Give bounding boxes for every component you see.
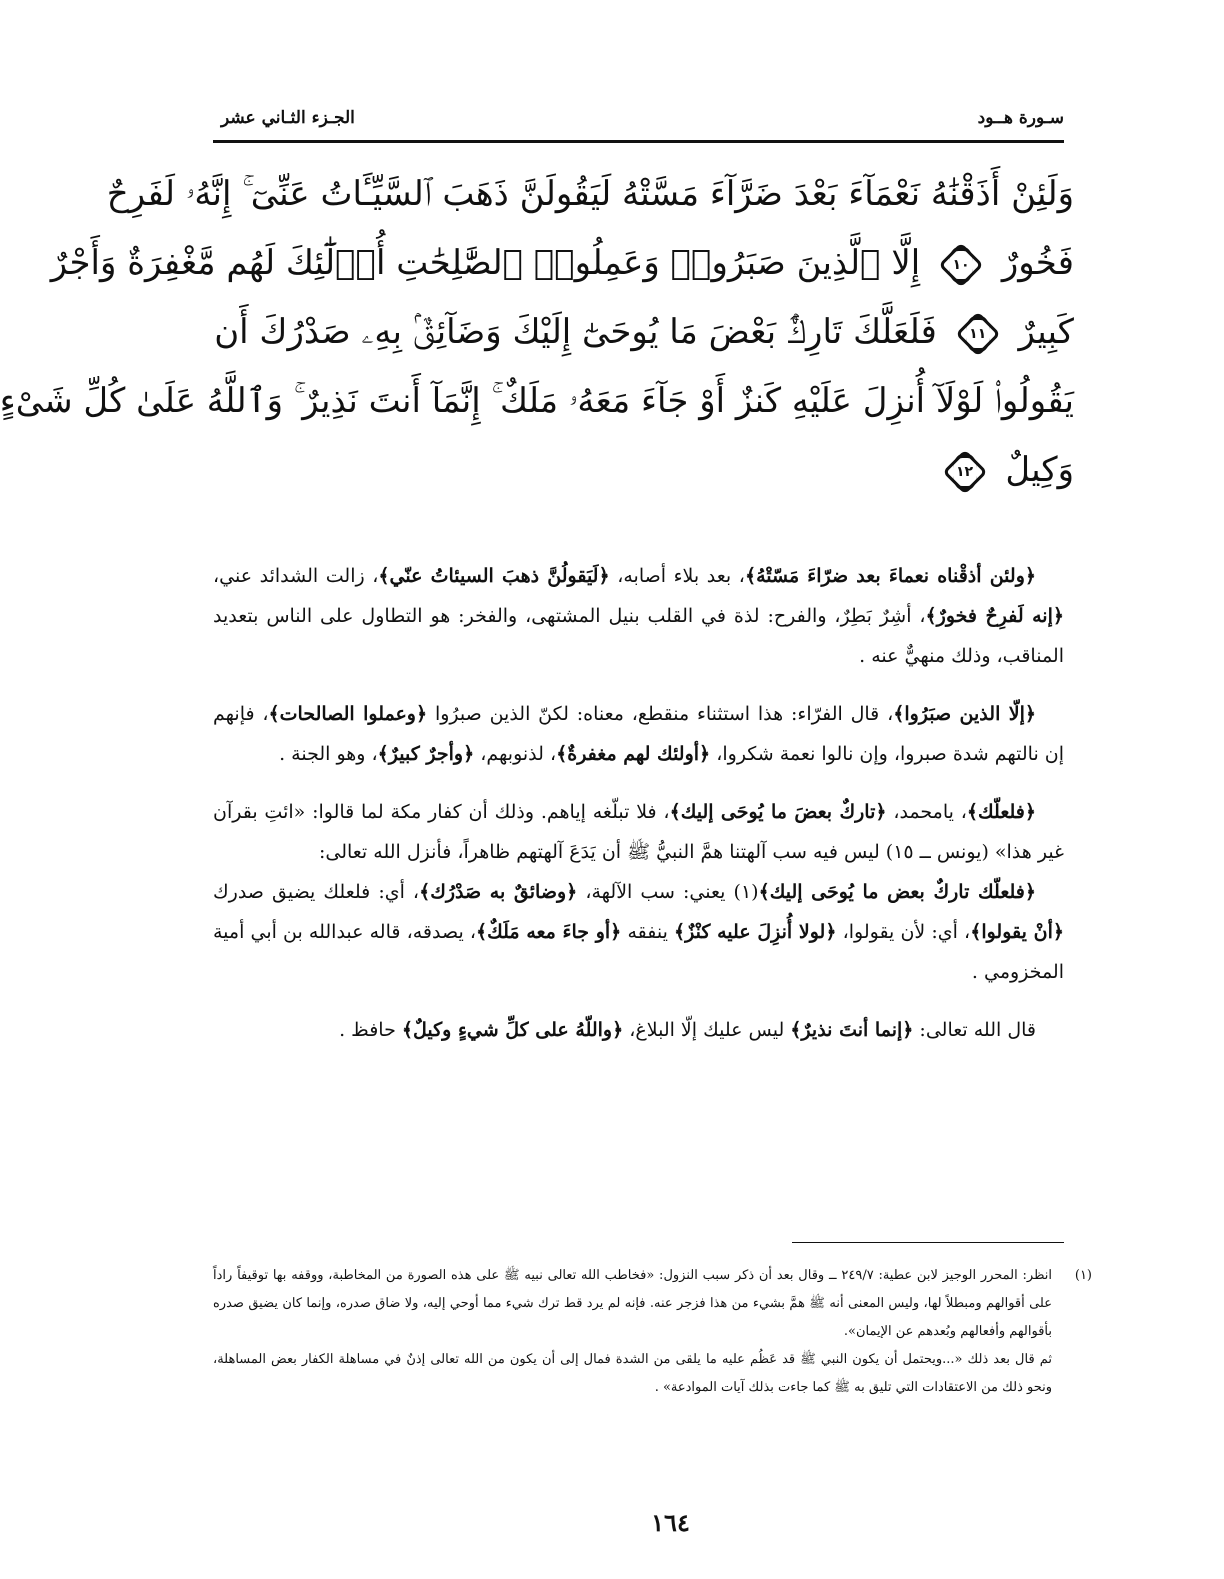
- quoted-verse: ﴿وعملوا الصالحات﴾: [268, 703, 428, 725]
- commentary-text: ، يصدقه، قاله عبدالله بن أبي أمية المخزومي .: [213, 921, 1064, 983]
- commentary-text: ، أشِرٌ بَطِرٌ، والفرح: لذة في القلب بنيل المشتهى، والفخر: هو التطاول على الناس بتعديد المناقب، وذلك منهيٌّ عنه .: [213, 605, 1064, 667]
- commentary-paragraph: [213, 792, 1064, 872]
- footnote-number: (١): [1074, 1268, 1092, 1283]
- quoted-verse: ﴿إلّا الذين صبَرُوا﴾: [893, 703, 1036, 725]
- quoted-verse: ﴿أولئك لهم مغفرةٌ﴾: [556, 743, 711, 765]
- quran-line: [50, 229, 1074, 298]
- header-divider: [213, 140, 1064, 143]
- quoted-verse: ﴿فلعلّك تاركٌ بعض ما يُوحَى إليك﴾: [758, 881, 1036, 903]
- commentary-text: (١) يعني: سب الآلهة،: [577, 881, 759, 903]
- commentary-text: ينفقه: [621, 921, 674, 943]
- quran-verses: [0, 160, 1074, 505]
- quran-line: [106, 160, 1074, 229]
- ayah-end-marker: ١٢: [945, 452, 985, 492]
- verse-text: وَلَئِنْ أَذَقْنَٰهُ نَعْمَآءَ بَعْدَ ضَرَّآءَ مَسَّتْهُ لَيَقُولَنَّ ذَهَبَ ٱلسَّيِّـَٔاتُ عَنِّىٓ ۚ إِنَّهُۥ لَفَرِحٌ: [106, 174, 1074, 214]
- footnotes: [213, 1262, 1092, 1402]
- running-header: [221, 88, 1064, 128]
- quran-line: [0, 367, 1074, 436]
- verse-text: يَقُولُوا۟ لَوْلَآ أُنزِلَ عَلَيْهِ كَنزٌ أَوْ جَآءَ مَعَهُۥ مَلَكٌ ۚ إِنَّمَآ أَنتَ نَذِيرٌ ۚ وَٱللَّهُ عَلَىٰ كُلِّ شَىْءٍ: [0, 381, 1074, 421]
- quoted-verse: ﴿ولئن أذقْناه نعماءَ بعد ضرّاءَ مَسّتْهُ﴾: [744, 565, 1036, 587]
- commentary-text: ليس عليك إلّا البلاغ،: [623, 1019, 791, 1041]
- juz-title: الجـزء الثـاني عشر: [221, 108, 355, 128]
- commentary-text: ، أي: فلعلك يضيق صدرك: [213, 881, 420, 903]
- footnote-text: ثم قال بعد ذلك «...ويحتمل أن يكون النبي ﷺ قد عَظُم عليه ما يلقى من الشدة فمال إلى أن يكون من الله تعالى إذنٌ في مساهلة الكفار بعض المساهلة، ونحو ذلك من الاعتقادات التي تليق به ﷺ كما جاءت بذلك آيات الموادعة» .: [213, 1352, 1052, 1395]
- commentary-text: ، فإنهم إن نالتهم شدة صبروا، وإن نالوا نعمة شكروا،: [213, 703, 1064, 765]
- commentary-text: ، وهو الجنة .: [279, 743, 378, 765]
- ayah-end-marker: ١٠: [941, 245, 981, 285]
- verse-text: فَلَعَلَّكَ تَارِكٌۢ بَعْضَ مَا يُوحَىٰٓ إِلَيْكَ وَضَآئِقٌۢ بِهِۦ صَدْرُكَ أَن: [214, 312, 937, 352]
- quoted-verse: ﴿لولا أُنزِلَ عليه كنْزٌ﴾: [674, 921, 837, 943]
- commentary-text: قال الله تعالى:: [913, 1019, 1036, 1041]
- commentary-text: ، لذنوبهم،: [474, 743, 557, 765]
- commentary-text: ، يامحمد،: [886, 801, 967, 823]
- ayah-end-marker: ١١: [958, 314, 998, 354]
- quoted-verse: ﴿وأجرٌ كبيرٌ﴾: [377, 743, 475, 765]
- quoted-verse: ﴿فلعلّك﴾: [966, 801, 1036, 823]
- commentary-paragraph: [213, 556, 1064, 676]
- verse-text: فَخُورٌ: [1001, 243, 1074, 283]
- quoted-verse: ﴿تاركٌ بعضَ ما يُوحَى إليك﴾: [669, 801, 887, 823]
- quoted-verse: ﴿إنه لَفرِحٌ فخورٌ﴾: [925, 605, 1064, 627]
- verse-text: إِلَّا ٱلَّذِينَ صَبَرُوا۟ وَعَمِلُوا۟ ٱلصَّٰلِحَٰتِ أُو۟لَٰٓئِكَ لَهُم مَّغْفِرَةٌ وَأَجْرٌ: [50, 243, 921, 283]
- verse-text: كَبِيرٌ: [1018, 312, 1074, 352]
- commentary-text: ، زالت الشدائد عني،: [213, 565, 379, 587]
- commentary-paragraph: [213, 694, 1064, 774]
- commentary-text: ، فلا تبلّغه إياهم. وذلك أن كفار مكة لما قالوا: «ائتِ بقرآن غير هذا» (يونس ــ ١٥) ليس فيه سب آلهتنا همَّ النبيُّ ﷺ أن يَدَعَ آلهتهم ظاهراً، فأنزل الله تعالى:: [213, 801, 1064, 863]
- page-number: ١٦٤: [651, 1508, 690, 1537]
- quran-line: [213, 436, 1074, 505]
- footnote-divider: [792, 1242, 1064, 1243]
- quoted-verse: ﴿أو جاءَ معه مَلَكٌ﴾: [476, 921, 622, 943]
- commentary-text: ، أي: لأن يقولوا،: [836, 921, 971, 943]
- quoted-verse: ﴿إنما أنتَ نذيرٌ﴾: [790, 1019, 914, 1041]
- verse-text: وَكِيلٌ: [1005, 450, 1074, 490]
- commentary-paragraph: [213, 1010, 1064, 1050]
- quoted-verse: ﴿أنْ يقولوا﴾: [970, 921, 1064, 943]
- commentary-text: حافظ .: [339, 1019, 402, 1041]
- tafsir-commentary: [213, 556, 1064, 1068]
- commentary-text: ، بعد بلاء أصابه،: [609, 565, 745, 587]
- quoted-verse: ﴿لَيَقولُنَّ ذهبَ السيئاتُ عنّي﴾: [378, 565, 610, 587]
- footnote-body: [213, 1262, 1052, 1402]
- footnote-text: انظر: المحرر الوجيز لابن عطية: ٢٤٩/٧ ــ وقال بعد أن ذكر سبب النزول: «فخاطب الله تعالى نبيه ﷺ على هذه الصورة من المخاطبة، ووقفه بها توقيفاً راداً على أقوالهم ومبطلاً لها، وليس المعنى أنه ﷺ همَّ بشيء من هذا فزجر عنه. فإنه لم يرد قط ترك شيء مما أوحي إليه، ولا ضاق صدره، وإنما كان يضيق صدره بأقوالهم وأفعالهم وبُعدهم عن الإيمان».: [213, 1268, 1052, 1339]
- commentary-paragraph: [213, 872, 1064, 992]
- quran-line: [213, 298, 1074, 367]
- surah-title: سـورة هــود: [977, 108, 1064, 128]
- commentary-text: ، قال الفرّاء: هذا استثناء منقطع، معناه: لكنّ الذين صبرُوا: [427, 703, 894, 725]
- quoted-verse: ﴿واللّهُ على كلِّ شيءٍ وكيلٌ﴾: [401, 1019, 624, 1041]
- quoted-verse: ﴿وضائقٌ به صَدْرُك﴾: [419, 881, 578, 903]
